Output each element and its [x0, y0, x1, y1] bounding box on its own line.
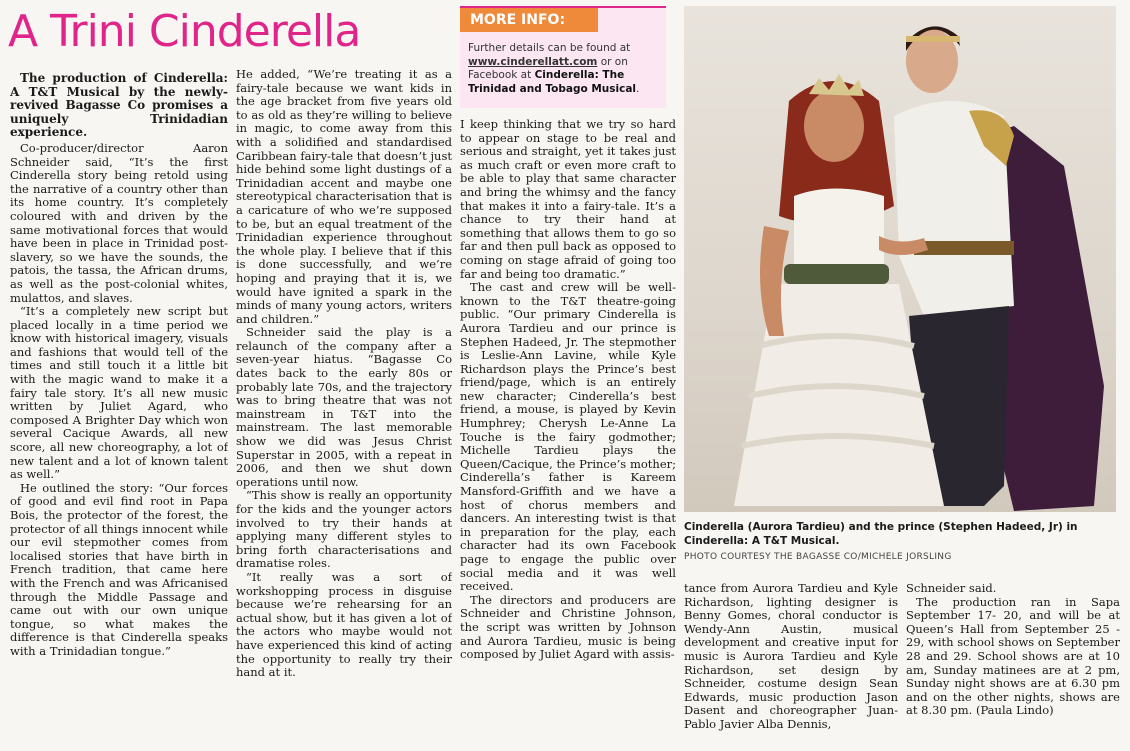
photo-illustration [684, 6, 1116, 512]
tiara [809, 74, 864, 96]
prince-belt [914, 241, 1014, 255]
info-text-3: . [636, 82, 640, 95]
paragraph: I keep thinking that we try so hard to appear on stage to be real and serious and straight, yet it takes just as much craft or even more craft to be able to play that same character and bring the whimsy and the fancy that makes it into a fairy-tale. It’s a chance to try their hand at something that allows them to go so far and then pull back as opposed to coming on stage afraid of going too far and being too dramatic.” [460, 118, 676, 281]
more-info-box [460, 6, 666, 108]
photo-caption [684, 520, 1104, 564]
paragraph: He outlined the story: “Our forces of good and evil find root in Papa Bois, the protector of the forest, the protector of all things innocent while our evil stepmother comes from localised stories that have birth in French tradition, that came here with the French and was Africanised through the Middle Passage and came out with our own unique tongue, so what makes the difference is that Cinderella speaks with a Trinidadian tongue.” [10, 480, 228, 658]
standfirst: The production of Cinderella: A T&T Musical by the newly-revived Bagasse Co promises a uniquely Trinidadian experience. [10, 72, 228, 140]
paragraph: The cast and crew will be well-known to the T&T theatre-going public. “Our primary Cinderella is Aurora Tardieu and our prince is Stephen Hadeed, Jr. The stepmother is Leslie-Ann Lavine, while Kyle Richardson plays the Prince’s best friend/page, which is an entirely new character; Cinderella’s best friend, a mouse, is played by Kevin Humphrey; Cherysh Le-Anne La Touche is the fairy godmother; Michelle Tardieu plays the Queen/Cacique, the Prince’s mother; Cinderella’s father is Kareem Mansford-Griffith and we have a host of chorus members and dancers. An interesting twist is that in preparation for the play, each character had its own Facebook page to engage the public over social media and it was well received. [460, 280, 676, 594]
photo-credit: PHOTO COURTESY THE BAGASSE CO/MICHELE JORSLING [684, 552, 952, 562]
article-column-1 [10, 72, 228, 750]
paragraph: tance from Aurora Tardieu and Kyle Richardson, lighting designer is Benny Gomes, choral conductor is Wendy-Ann Austin, musical development and creative input for music is Aurora Tardieu and Kyle Richardson, set design by Schneider, costume design Sean Edwards, music production Jason Dasent and choreographer Juan-Pablo Javier Alba Dennis, [684, 582, 898, 731]
article-column-4 [684, 582, 898, 750]
caption-text: Cinderella (Aurora Tardieu) and the prince (Stephen Hadeed, Jr) in Cinderella: A T&T Musical. [684, 521, 1078, 547]
more-info-label: MORE INFO: [460, 8, 598, 32]
info-text-1: Further details can be found at [468, 42, 631, 54]
paragraph: Schneider said. [906, 582, 997, 595]
article-column-5 [906, 582, 1120, 750]
prince-circlet [906, 36, 960, 42]
headline: A Trini Cinderella [8, 6, 361, 57]
cinderella-photo [684, 6, 1116, 512]
info-text-2: or on Facebook at [468, 55, 628, 82]
paragraph: “This show is really an opportunity for the kids and the younger actors involved to try their hands at applying many different styles to bring forth characterisations and dramatise roles. [236, 488, 452, 571]
paragraph: The directors and producers are Schneider and Christine Johnson, the script was written by Johnson and Aurora Tardieu, music is being composed by Juliet Agard with assis- [460, 592, 676, 662]
cinderella-sash [784, 264, 889, 284]
website-link[interactable]: www.cinderellatt.com [468, 55, 598, 68]
article-column-3 [460, 118, 676, 750]
cinderella-face [804, 90, 864, 162]
paragraph: The production ran in Sapa September 17- 20, and will be at Queen’s Hall from September 25 - 29, with school shows on September 28 and 29. School shows are at 10 am, Sunday matinees are at 2 pm, Sunday night shows are at 6.30 pm and on the other nights, shows are at 8.30 pm. (Paula Lindo) [906, 594, 1120, 718]
more-info-text [468, 42, 662, 96]
paragraph: “It’s a completely new script but placed locally in a time period we know with historical imagery, visuals and fashions that would tell of the times and still touch it a little bit with the magic wand to make it a fairy tale story. It’s all new music written by Juliet Agard, who composed A Brighter Day which won several Cacique Awards, all new score, all new choreography, a lot of new talent and a lot of known talent as well.” [10, 304, 228, 482]
paragraph: Schneider said the play is a relaunch of the company after a seven-year hiatus. “Bagasse Co dates back to the early 80s or probably late 70s, and the trajectory was to bring theatre that was not mainstream in T&T into the mainstream. The last memorable show we did was Jesus Christ Superstar in 2005, with a repeat in 2006, and then we shut down operations until now. [236, 325, 452, 489]
article-column-2 [236, 68, 452, 750]
cinderella-bodice [794, 189, 884, 269]
facebook-page-name[interactable]: Cinderella: The Trinidad and Tobago Musical [468, 69, 637, 95]
paragraph: He added, “We’re treating it as a fairy-tale because we want kids in the age bracket from five years old to as old as they’re willing to believe in magic, to come away from this with a solidified and standardised Caribbean fairy-tale that doesn’t just hide behind some light dustings of a Trinidadian accent and maybe one stereotypical characterisation that is a caricature of who we’re supposed to be, but an equal treatment of the Trinidadian experience throughout the whole play. I believe that if this is done successfully, and we’re hoping and praying that it is, we would have ignited a spark in the minds of many young actors, writers and children.” [236, 68, 452, 326]
paragraph: “It really was a sort of workshopping process in disguise because we’re rehearsing for an actual show, but it has given a lot of the actors who maybe would not have experienced this kind of acting the opportunity to really try their hand at it. [236, 569, 452, 680]
paragraph: Co-producer/director Aaron Schneider said, “It’s the first Cinderella story being retold using the narrative of a country other than its home country. It’s completely coloured with and driven by the same motivational forces that would have been in place in Trinidad post-slavery, so we have the sounds, the patois, the tassa, the African drums, as well as the post-colonial whites, mulattos, and slaves. [10, 140, 228, 305]
